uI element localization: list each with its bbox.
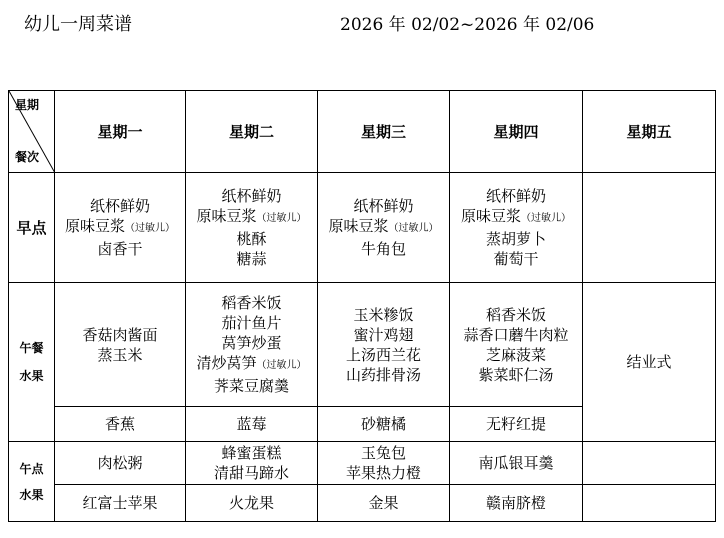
dish-line [186,313,317,333]
dish-name: 苹果热力橙 [345,464,421,482]
dish-name: 原味豆浆 [64,217,125,235]
dish-line [450,365,582,385]
dish-line [450,249,582,269]
lunch-fruit-mon: 香蕉 [55,407,186,442]
header-row [9,91,716,173]
dish-line [55,216,185,239]
dish-line [186,249,317,269]
breakfast-cell-fri [583,173,716,283]
dish-name: 芝麻菠菜 [485,345,546,364]
snack-fruit-fri [583,485,716,522]
dish-line [450,305,582,325]
friday-event-cell: 结业式 [583,283,716,442]
dish-name: 桃酥 [236,230,267,248]
dish-line [318,463,449,483]
dish-line [55,345,185,365]
dish-line [186,353,317,376]
snack-cell-tue [186,442,318,485]
dish-name: 纸杯鲜奶 [353,197,414,215]
dish-line [318,305,449,325]
snack-fruit-thu: 赣南脐橙 [450,485,583,522]
dish-line [186,443,317,463]
dish-name: 蜜汁鸡翅 [353,325,414,344]
dish-name: 紫菜虾仁汤 [478,365,554,384]
lunch-cell-mon [55,283,186,407]
dish-line [318,216,449,239]
dish-name: 卤香干 [97,240,143,258]
page-title: 幼儿一周菜谱 [24,14,132,35]
dish-name: 纸杯鲜奶 [221,187,282,205]
dish-name: 莴笋炒蛋 [221,334,282,352]
allergy-note: （过敏儿） [388,223,439,234]
meal-label-lunch-text: 午餐 [19,341,44,355]
dish-line [450,345,582,365]
meal-label-snack [9,442,55,522]
dish-name: 稻香米饭 [485,305,546,324]
dish-name: 茄汁鱼片 [221,314,282,332]
meal-label-lunch [9,283,55,442]
meal-label-breakfast: 早点 [9,173,55,283]
dish-name: 山药排骨汤 [345,365,421,384]
dish-line [318,325,449,345]
weekly-menu-table [8,90,716,522]
dish-line [318,443,449,463]
lunch-row [9,283,716,407]
day-header-thu: 星期四 [450,91,583,173]
allergy-note: （过敏儿） [256,360,307,371]
lunch-cell-wed [318,283,450,407]
day-header-wed: 星期三 [318,91,450,173]
dish-name: 香菇肉酱面 [82,325,158,344]
lunch-cell-tue [186,283,318,407]
meal-label-snack-text: 午点 [19,461,44,476]
lunch-cell-thu [450,283,583,407]
dish-name: 蒸胡萝卜 [485,230,546,248]
snack-row [9,442,716,485]
dish-line [318,345,449,365]
dish-line [186,293,317,313]
dish-name: 荠菜豆腐羹 [213,377,289,395]
day-header-mon: 星期一 [55,91,186,173]
breakfast-cell-thu [450,173,583,283]
dish-name: 蒜香口蘑牛肉粒 [463,325,569,344]
dish-line [55,325,185,345]
corner-weekday-label: 星期 [15,98,40,112]
snack-cell-thu [450,442,583,485]
dish-line [186,463,317,483]
dish-name: 纸杯鲜奶 [89,197,150,215]
snack-fruit-row [9,485,716,522]
allergy-note: （过敏儿） [125,223,175,234]
lunch-fruit-thu: 无籽红提 [450,407,583,442]
dish-name: 蜂蜜蛋糕 [221,444,282,462]
lunch-fruit-tue: 蓝莓 [186,407,318,442]
corner-header-cell [9,91,55,173]
dish-name: 上汤西兰花 [345,345,421,364]
dish-line [186,333,317,353]
dish-name: 肉松粥 [97,454,143,472]
dish-line [318,196,449,216]
dish-name: 玉兔包 [360,444,406,462]
lunch-fruit-wed: 砂糖橘 [318,407,450,442]
dish-line [186,186,317,206]
dish-line [450,186,582,206]
meal-label-snack-fruit-text: 水果 [19,487,44,502]
dish-name: 纸杯鲜奶 [485,187,546,205]
snack-fruit-wed: 金果 [318,485,450,522]
dish-line [318,239,449,259]
snack-cell-mon [55,442,186,485]
dish-name: 稻香米饭 [221,294,282,312]
dish-line [55,239,185,259]
dish-name: 糖蒜 [236,250,267,268]
meal-label-lunch-fruit-text: 水果 [19,369,44,383]
snack-cell-fri [583,442,716,485]
breakfast-cell-wed [318,173,450,283]
dish-line [450,206,582,229]
dish-name: 原味豆浆 [328,217,389,235]
dish-name: 葡萄干 [493,250,539,268]
dish-line [55,196,185,216]
dish-name: 玉米糁饭 [353,305,414,324]
day-header-fri: 星期五 [583,91,716,173]
snack-fruit-mon: 红富士苹果 [55,485,186,522]
corner-meal-label: 餐次 [15,150,40,164]
dish-line [55,453,185,473]
dish-name: 原味豆浆 [460,207,521,225]
dish-name: 蒸玉米 [97,345,143,364]
day-header-tue: 星期二 [186,91,318,173]
dish-name: 清甜马蹄水 [213,464,289,482]
dish-line [450,453,582,473]
snack-cell-wed [318,442,450,485]
allergy-note: （过敏儿） [521,213,571,224]
dish-line [186,206,317,229]
date-range: 2026 年 02/02~2026 年 02/06 [340,15,595,35]
dish-name: 清炒莴笋 [196,354,257,372]
dish-line [186,229,317,249]
breakfast-cell-mon [55,173,186,283]
dish-name: 牛角包 [360,240,406,258]
snack-fruit-tue: 火龙果 [186,485,318,522]
dish-name: 南瓜银耳羹 [478,454,554,472]
breakfast-cell-tue [186,173,318,283]
dish-line [450,325,582,345]
breakfast-row [9,173,716,283]
dish-name: 原味豆浆 [196,207,257,225]
dish-line [186,376,317,396]
dish-line [318,365,449,385]
dish-line [450,229,582,249]
allergy-note: （过敏儿） [256,213,307,224]
